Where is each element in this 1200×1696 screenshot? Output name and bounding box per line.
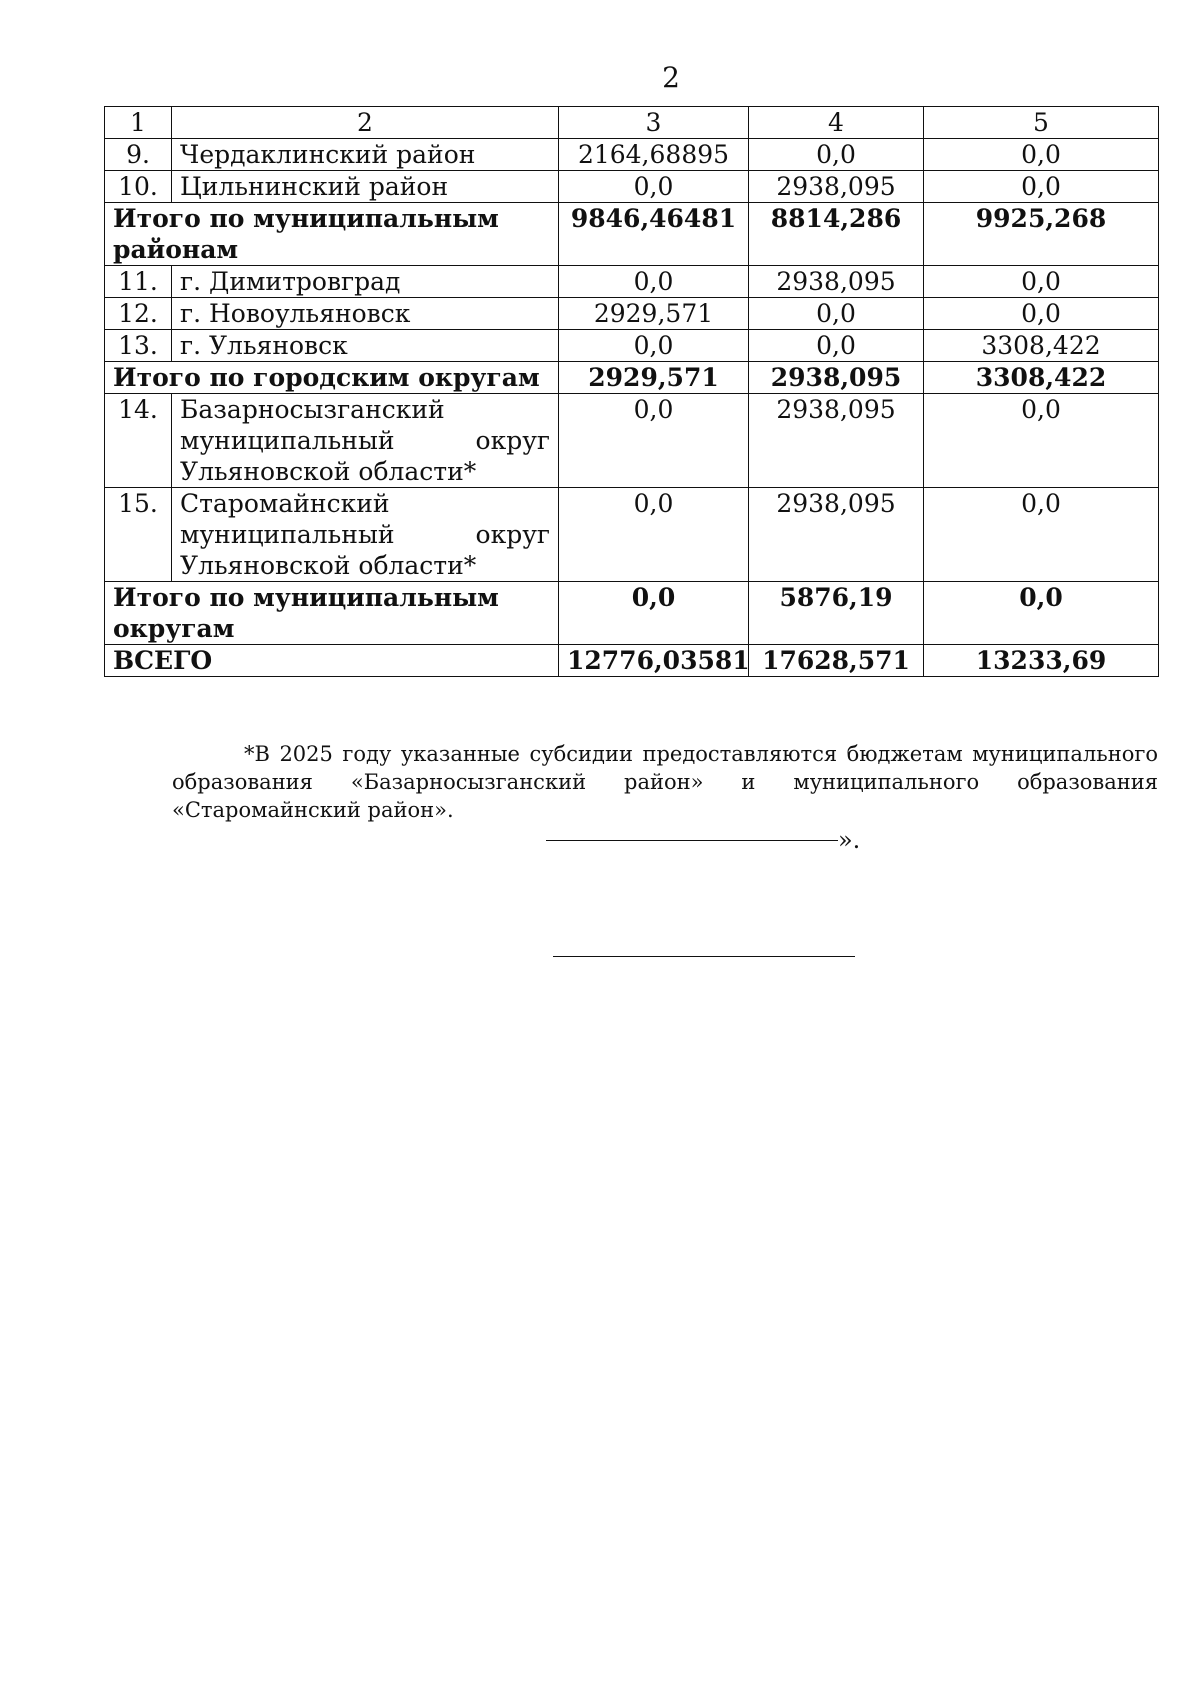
- table-body: [105, 107, 1159, 677]
- grand-total-col5: 13233,69: [924, 645, 1159, 677]
- subtotal-value-col4: 2938,095: [749, 362, 924, 394]
- subtotal-value-col4: 8814,286: [749, 203, 924, 266]
- row-value-col5: 0,0: [924, 266, 1159, 298]
- row-value-col4: 2938,095: [749, 266, 924, 298]
- row-value-col5: 0,0: [924, 171, 1159, 203]
- row-name: г. Димитровград: [172, 266, 559, 298]
- subtotal-label: Итого по муниципальным районам: [105, 203, 559, 266]
- row-number: 13.: [105, 330, 172, 362]
- subtotal-value-col5: 0,0: [924, 582, 1159, 645]
- table-row: [105, 488, 1159, 582]
- end-of-document-line: [553, 956, 855, 957]
- table-row: [105, 171, 1159, 203]
- subtotal-value-col5: 3308,422: [924, 362, 1159, 394]
- subsidy-table: [104, 106, 1159, 677]
- row-value-col3: 2929,571: [559, 298, 749, 330]
- table-row: [105, 394, 1159, 488]
- row-value-col3: 0,0: [559, 488, 749, 582]
- row-number: 14.: [105, 394, 172, 488]
- subtotal-label: Итого по городским округам: [105, 362, 559, 394]
- row-name: г. Новоульяновск: [172, 298, 559, 330]
- subtotal-value-col5: 9925,268: [924, 203, 1159, 266]
- closing-underline: [546, 812, 838, 841]
- page-number: 2: [662, 61, 680, 94]
- table-row: [105, 330, 1159, 362]
- row-value-col5: 0,0: [924, 394, 1159, 488]
- subtotal-row: [105, 582, 1159, 645]
- row-value-col4: 2938,095: [749, 171, 924, 203]
- table-row: [105, 298, 1159, 330]
- row-value-col5: 0,0: [924, 139, 1159, 171]
- row-value-col4: 0,0: [749, 298, 924, 330]
- grand-total-label: ВСЕГО: [105, 645, 559, 677]
- row-value-col4: 0,0: [749, 330, 924, 362]
- row-value-col4: 2938,095: [749, 394, 924, 488]
- closing-quote: ».: [838, 826, 861, 854]
- grand-total-row: [105, 645, 1159, 677]
- header-cell: 5: [924, 107, 1159, 139]
- row-number: 12.: [105, 298, 172, 330]
- header-cell: 3: [559, 107, 749, 139]
- subtotal-row: [105, 362, 1159, 394]
- header-cell: 4: [749, 107, 924, 139]
- subtotal-value-col3: 9846,46481: [559, 203, 749, 266]
- row-number: 9.: [105, 139, 172, 171]
- subtotal-label: Итого по муниципальным округам: [105, 582, 559, 645]
- row-name: Старомайнский муниципальный округ Ульяновской области*: [172, 488, 559, 582]
- grand-total-col3: 12776,03581: [559, 645, 749, 677]
- row-value-col5: 3308,422: [924, 330, 1159, 362]
- row-number: 15.: [105, 488, 172, 582]
- row-value-col5: 0,0: [924, 298, 1159, 330]
- subtotal-value-col3: 0,0: [559, 582, 749, 645]
- row-number: 11.: [105, 266, 172, 298]
- subtotal-row: [105, 203, 1159, 266]
- subtotal-value-col4: 5876,19: [749, 582, 924, 645]
- footnote-text: *В 2025 году указанные субсидии предоставляются бюджетам муниципального образования «Базарносызганский район» и муниципального образования «Старомайнский район».: [172, 742, 1158, 822]
- row-value-col3: 2164,68895: [559, 139, 749, 171]
- row-value-col4: 2938,095: [749, 488, 924, 582]
- row-value-col3: 0,0: [559, 330, 749, 362]
- subtotal-value-col3: 2929,571: [559, 362, 749, 394]
- row-number: 10.: [105, 171, 172, 203]
- row-value-col3: 0,0: [559, 266, 749, 298]
- table-row: [105, 266, 1159, 298]
- header-cell: 2: [172, 107, 559, 139]
- row-value-col3: 0,0: [559, 171, 749, 203]
- table-header-row: [105, 107, 1159, 139]
- row-value-col3: 0,0: [559, 394, 749, 488]
- row-name: Цильнинский район: [172, 171, 559, 203]
- row-name: Чердаклинский район: [172, 139, 559, 171]
- grand-total-col4: 17628,571: [749, 645, 924, 677]
- table-row: [105, 139, 1159, 171]
- row-value-col4: 0,0: [749, 139, 924, 171]
- row-value-col5: 0,0: [924, 488, 1159, 582]
- row-name: г. Ульяновск: [172, 330, 559, 362]
- row-name: Базарносызганский муниципальный округ Ульяновской области*: [172, 394, 559, 488]
- header-cell: 1: [105, 107, 172, 139]
